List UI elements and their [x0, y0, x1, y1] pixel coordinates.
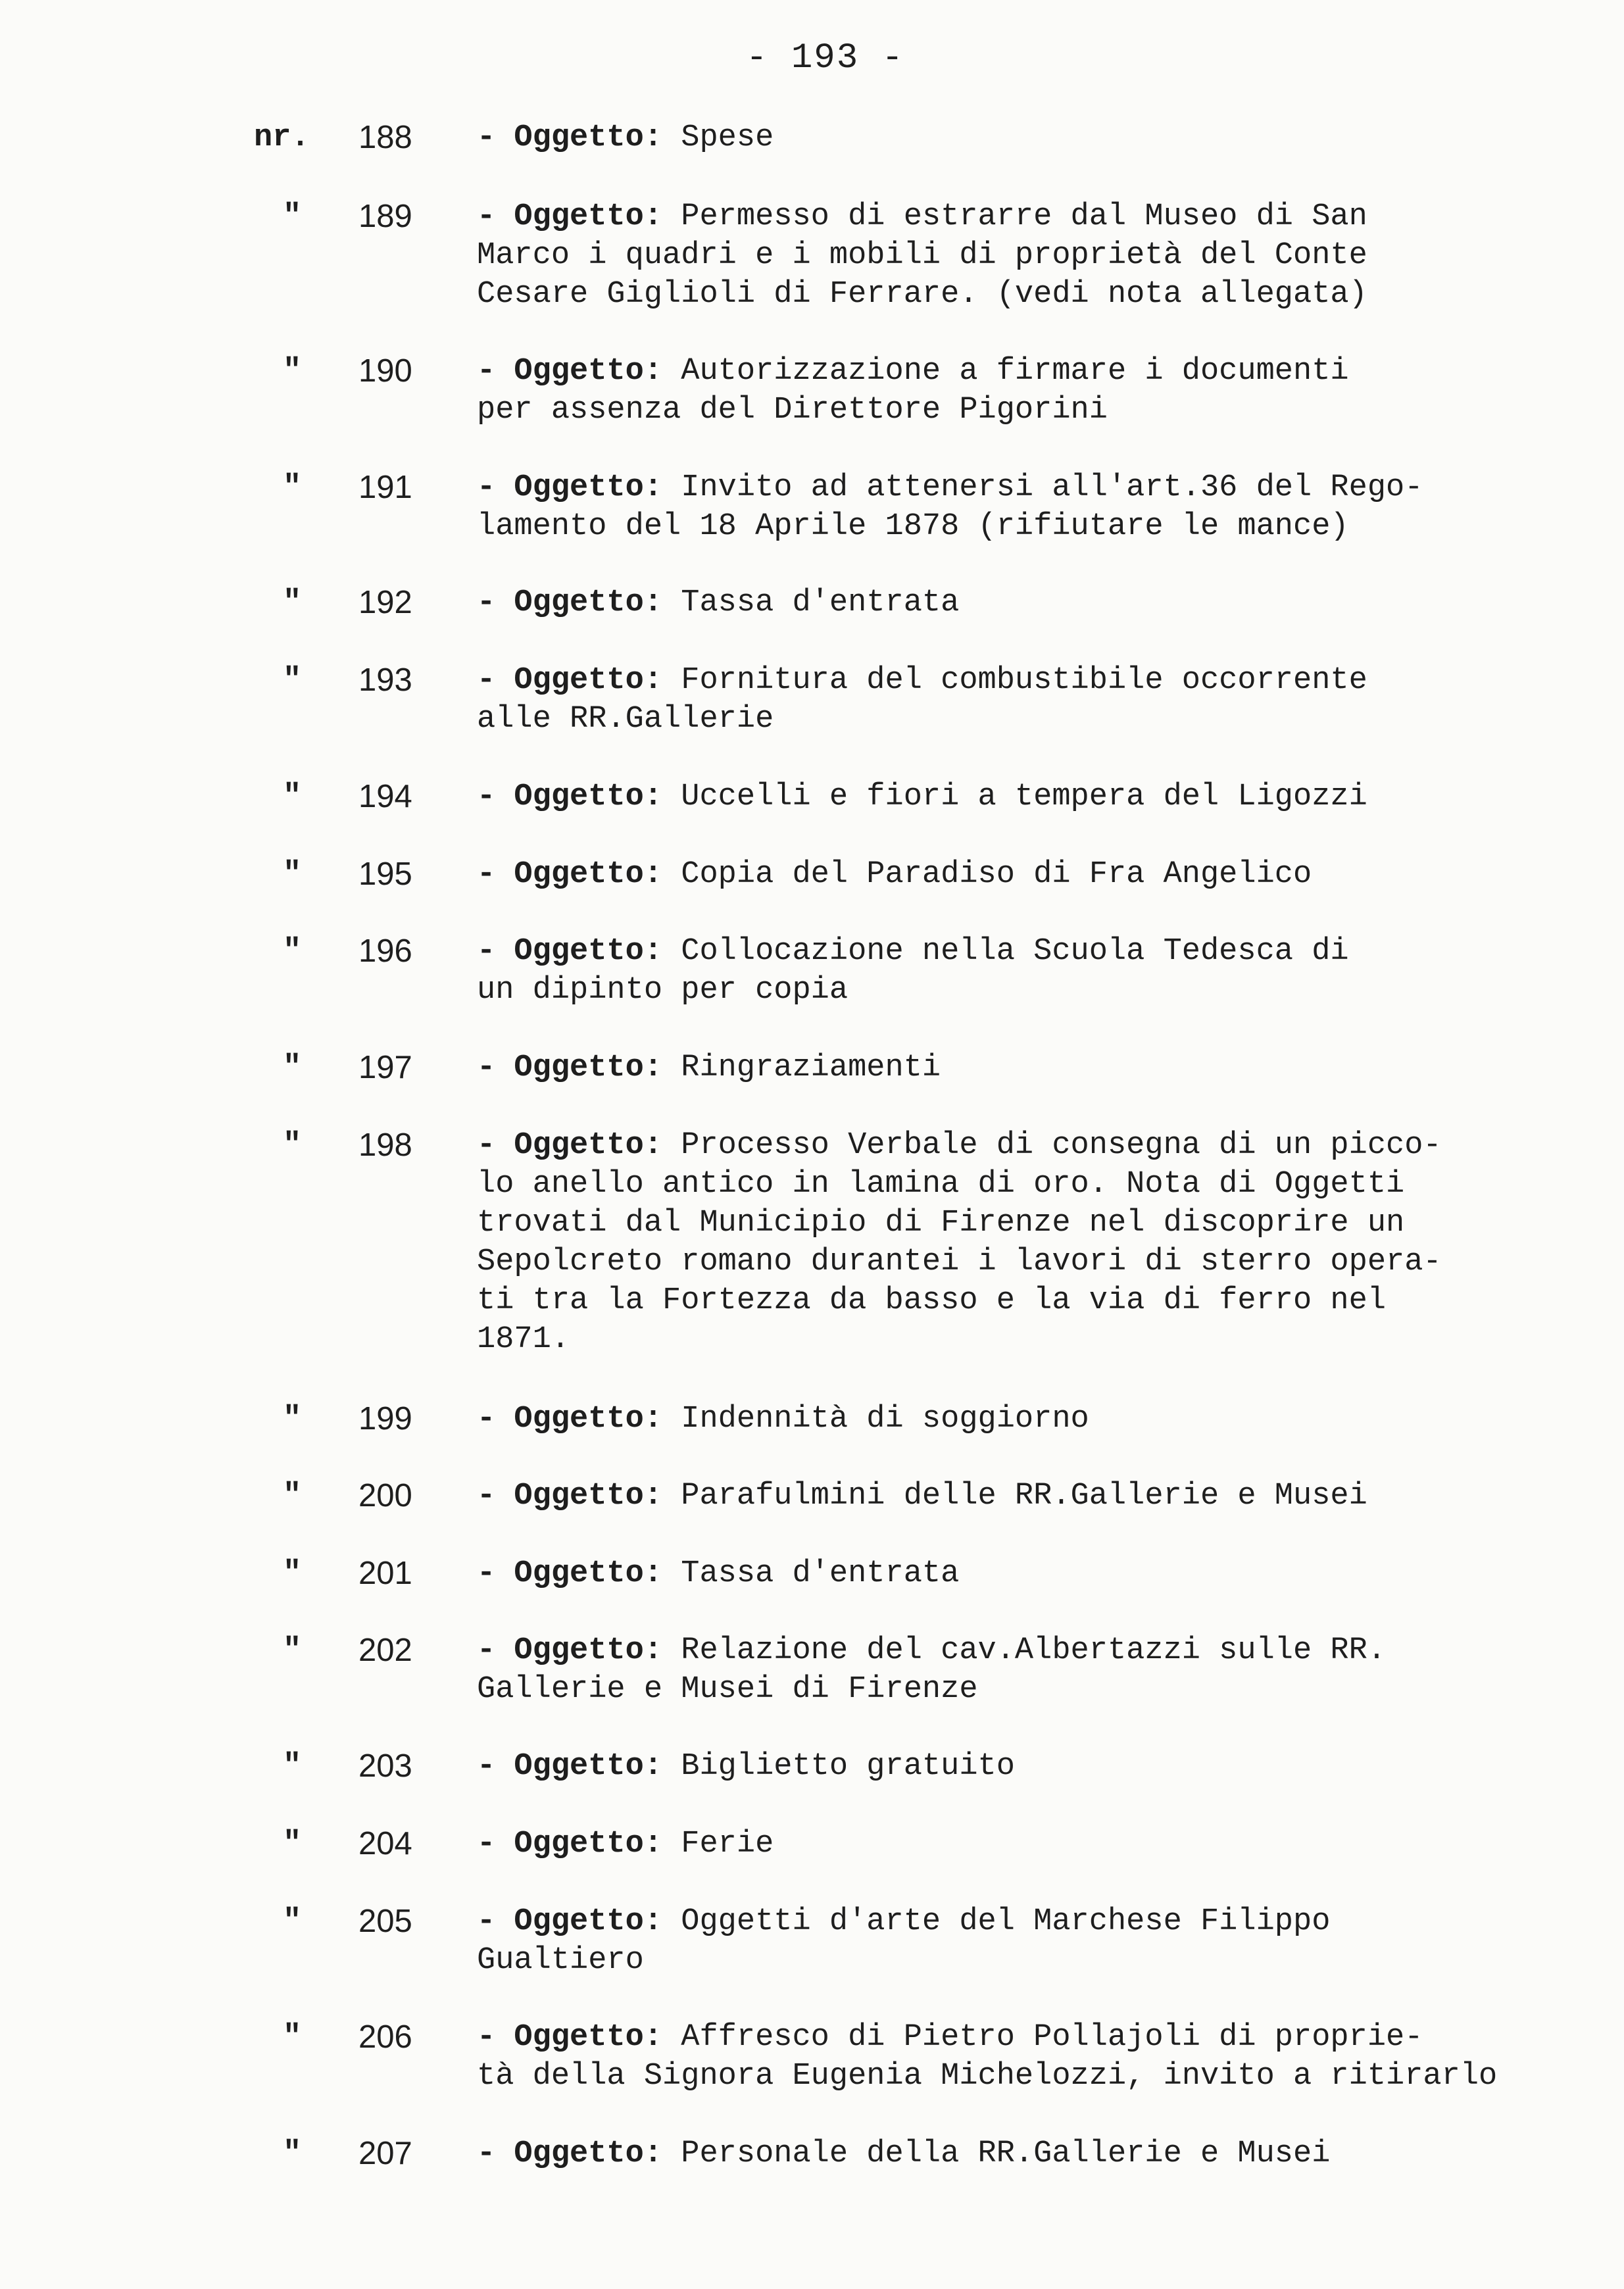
entry-label: - Oggetto:: [477, 1827, 663, 1861]
entry-text-line: Uccelli e fiori a tempera del Ligozzi: [662, 779, 1367, 814]
entry-label: - Oggetto:: [477, 470, 663, 505]
entry-prefix: nr.: [254, 120, 310, 155]
ditto-mark: ": [283, 199, 302, 234]
ditto-mark: ": [283, 1050, 302, 1085]
entry-text-line: Spese: [662, 120, 774, 155]
entry-text-line: Gallerie e Musei di Firenze: [477, 1672, 978, 1707]
entry-text-line: 1871.: [477, 1322, 570, 1357]
ditto-mark: ": [283, 663, 302, 698]
entry-label: - Oggetto:: [477, 354, 663, 389]
entry-label: - Oggetto:: [477, 1402, 663, 1437]
entry-text-line: lo anello antico in lamina di oro. Nota di Oggetti: [477, 1167, 1405, 1202]
ditto-mark: ": [283, 354, 302, 389]
entry-number: 190: [358, 353, 412, 389]
entry-label: - Oggetto:: [477, 1633, 663, 1668]
entry-text-line: un dipinto per copia: [477, 973, 849, 1008]
entry-text-line: Ferie: [662, 1827, 774, 1861]
entry-number: 193: [358, 662, 412, 698]
entry-text-line: Indennità di soggiorno: [662, 1402, 1089, 1437]
entry-number: 188: [358, 120, 412, 155]
entry-text-line: Processo Verbale di consegna di un picco-: [662, 1128, 1442, 1163]
entry-text-line: Cesare Giglioli di Ferrare. (vedi nota allegata): [477, 277, 1367, 312]
entry-text-line: Personale della RR.Gallerie e Musei: [662, 2136, 1331, 2171]
ditto-mark: ": [283, 1827, 302, 1861]
entry-number: 206: [358, 2019, 412, 2055]
entry-number: 195: [358, 856, 412, 892]
entry-label: - Oggetto:: [477, 199, 663, 234]
ditto-mark: ": [283, 1633, 302, 1668]
entry-label: - Oggetto:: [477, 1479, 663, 1514]
ditto-mark: ": [283, 1479, 302, 1514]
entry-text-line: Oggetti d'arte del Marchese Filippo: [662, 1904, 1331, 1939]
entry-text-line: lamento del 18 Aprile 1878 (rifiutare le mance): [477, 509, 1349, 544]
entry-text-line: ti tra la Fortezza da basso e la via di ferro nel: [477, 1283, 1387, 1318]
entry-label: - Oggetto:: [477, 1556, 663, 1591]
entry-text-line: Ringraziamenti: [662, 1050, 941, 1085]
entry-text-line: Biglietto gratuito: [662, 1749, 1015, 1784]
entry-number: 189: [358, 199, 412, 234]
entry-text-line: per assenza del Direttore Pigorini: [477, 393, 1108, 428]
entry-text-line: Sepolcreto romano durantei i lavori di sterro opera-: [477, 1244, 1442, 1279]
entry-number: 204: [358, 1826, 412, 1861]
entry-text-line: trovati dal Municipio di Firenze nel discoprire un: [477, 1206, 1405, 1241]
entry-number: 199: [358, 1401, 412, 1437]
entry-text-line: Invito ad attenersi all'art.36 del Rego-: [662, 470, 1423, 505]
entry-text-line: Tassa d'entrata: [662, 1556, 960, 1591]
entry-label: - Oggetto:: [477, 585, 663, 620]
entry-text-line: Marco i quadri e i mobili di proprietà del Conte: [477, 238, 1367, 273]
entry-text-line: tà della Signora Eugenia Michelozzi, invito a ritirarlo: [477, 2059, 1498, 2094]
entry-text-line: Gualtiero: [477, 1943, 644, 1978]
entry-number: 200: [358, 1478, 412, 1514]
entry-text-line: Tassa d'entrata: [662, 585, 960, 620]
ditto-mark: ": [283, 585, 302, 620]
ditto-mark: ": [283, 1556, 302, 1591]
entry-text-line: Autorizzazione a firmare i documenti: [662, 354, 1349, 389]
ditto-mark: ": [283, 2136, 302, 2171]
entry-number: 192: [358, 585, 412, 620]
entry-label: - Oggetto:: [477, 1749, 663, 1784]
entry-label: - Oggetto:: [477, 1128, 663, 1163]
entry-text-line: Affresco di Pietro Pollajoli di proprie-: [662, 2020, 1423, 2055]
ditto-mark: ": [283, 1904, 302, 1939]
entry-number: 198: [358, 1127, 412, 1163]
entry-number: 205: [358, 1904, 412, 1939]
entry-text-line: Copia del Paradiso di Fra Angelico: [662, 857, 1312, 892]
entry-text-line: Relazione del cav.Albertazzi sulle RR.: [662, 1633, 1387, 1668]
ditto-mark: ": [283, 1749, 302, 1784]
entry-text-line: Collocazione nella Scuola Tedesca di: [662, 934, 1349, 969]
ditto-mark: ": [283, 934, 302, 969]
entry-text-line: Fornitura del combustibile occorrente: [662, 663, 1367, 698]
entry-label: - Oggetto:: [477, 934, 663, 969]
entry-number: 207: [358, 2136, 412, 2171]
entry-number: 201: [358, 1556, 412, 1591]
entry-label: - Oggetto:: [477, 663, 663, 698]
entry-number: 203: [358, 1748, 412, 1784]
entry-text-line: Permesso di estrarre dal Museo di San: [662, 199, 1367, 234]
entry-number: 197: [358, 1050, 412, 1085]
entry-text-line: Parafulmini delle RR.Gallerie e Musei: [662, 1479, 1367, 1514]
ditto-mark: ": [283, 857, 302, 892]
ditto-mark: ": [283, 470, 302, 505]
entry-number: 202: [358, 1633, 412, 1668]
entry-label: - Oggetto:: [477, 2020, 663, 2055]
entry-number: 196: [358, 933, 412, 969]
entry-number: 194: [358, 779, 412, 814]
entry-label: - Oggetto:: [477, 120, 663, 155]
entry-label: - Oggetto:: [477, 857, 663, 892]
ditto-mark: ": [283, 2020, 302, 2055]
ditto-mark: ": [283, 1402, 302, 1437]
ditto-mark: ": [283, 779, 302, 814]
entry-label: - Oggetto:: [477, 1904, 663, 1939]
entry-text-line: alle RR.Gallerie: [477, 702, 774, 737]
ditto-mark: ": [283, 1128, 302, 1163]
entry-label: - Oggetto:: [477, 779, 663, 814]
page-number: - 193 -: [746, 38, 904, 78]
entry-label: - Oggetto:: [477, 2136, 663, 2171]
entry-number: 191: [358, 470, 412, 505]
entry-label: - Oggetto:: [477, 1050, 663, 1085]
